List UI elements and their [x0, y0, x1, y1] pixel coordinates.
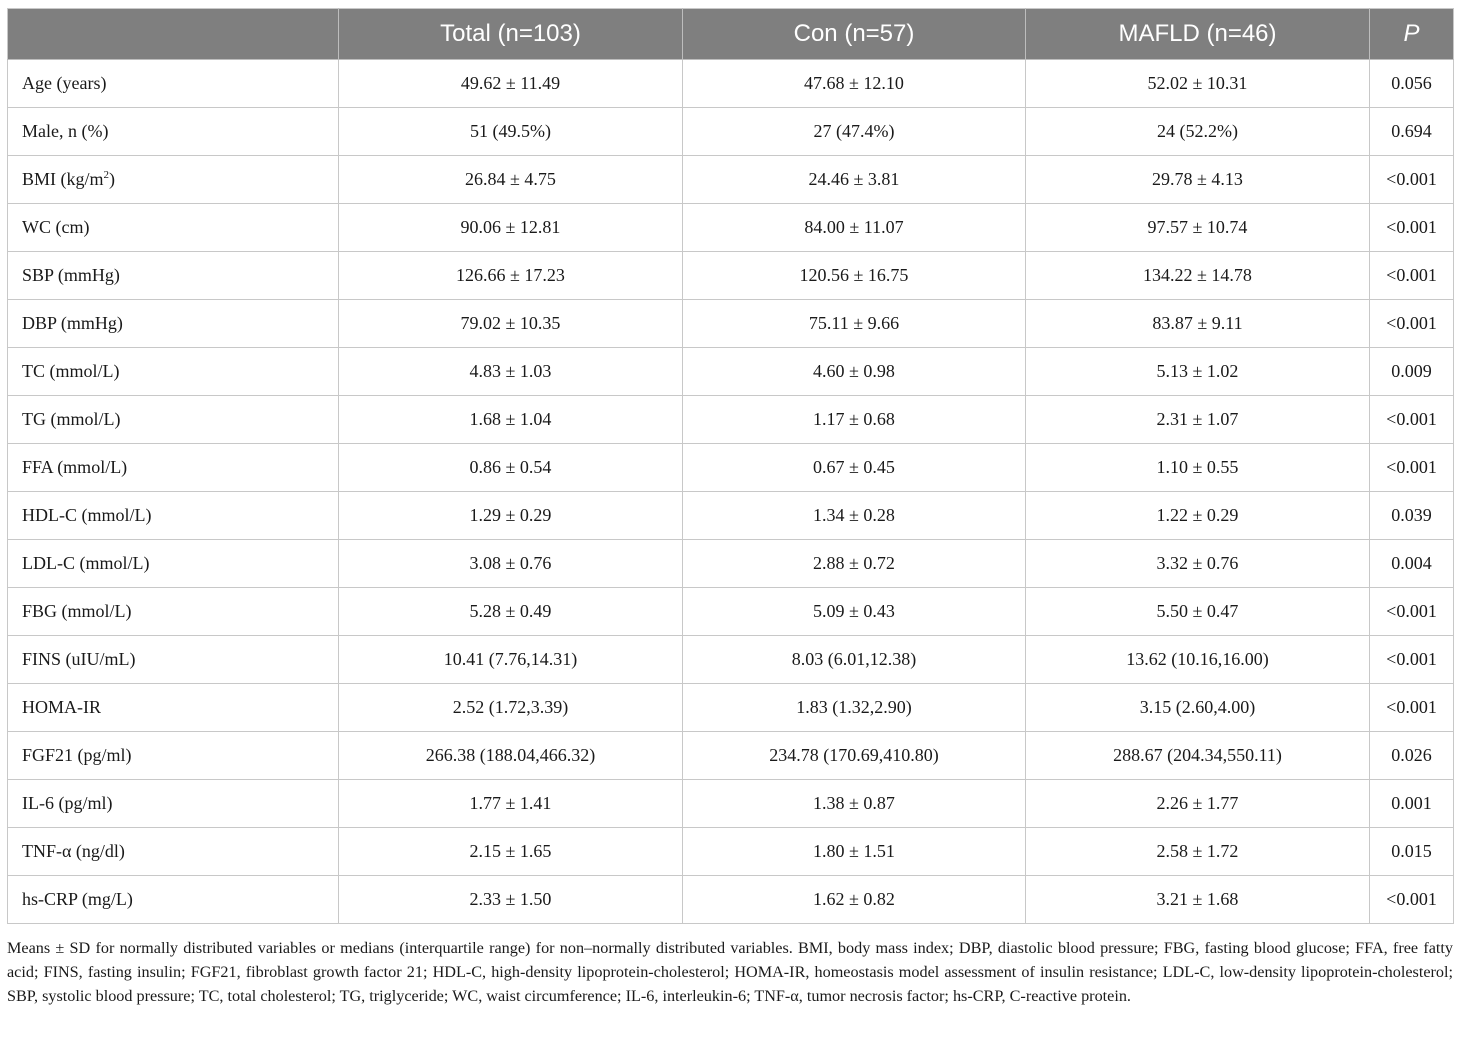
table-row [8, 636, 1454, 684]
cell-p-value: <0.001 [1370, 876, 1454, 924]
cell-variable: SBP (mmHg) [8, 252, 339, 300]
cell-mafld: 5.50 ± 0.47 [1026, 588, 1370, 636]
cell-variable: HDL-C (mmol/L) [8, 492, 339, 540]
cell-con: 4.60 ± 0.98 [683, 348, 1026, 396]
cell-total: 0.86 ± 0.54 [339, 444, 683, 492]
cell-p-value: <0.001 [1370, 588, 1454, 636]
table-row [8, 204, 1454, 252]
cell-p-value: <0.001 [1370, 684, 1454, 732]
cell-variable: BMI $(kg/m^2)$ [8, 156, 339, 204]
cell-variable: DBP (mmHg) [8, 300, 339, 348]
cell-mafld: 134.22 ± 14.78 [1026, 252, 1370, 300]
cell-total: 26.84 ± 4.75 [339, 156, 683, 204]
cell-mafld: 2.31 ± 1.07 [1026, 396, 1370, 444]
table-row [8, 60, 1454, 108]
baseline-characteristics-table-container [7, 8, 1453, 924]
table-header-row [8, 9, 1454, 60]
cell-mafld: 52.02 ± 10.31 [1026, 60, 1370, 108]
cell-mafld: 1.22 ± 0.29 [1026, 492, 1370, 540]
cell-con: 1.80 ± 1.51 [683, 828, 1026, 876]
table-row [8, 252, 1454, 300]
cell-variable: FGF21 (pg/ml) [8, 732, 339, 780]
table-row [8, 684, 1454, 732]
cell-variable: TC (mmol/L) [8, 348, 339, 396]
table-row [8, 828, 1454, 876]
table-row [8, 540, 1454, 588]
table-row [8, 492, 1454, 540]
cell-variable: FBG (mmol/L) [8, 588, 339, 636]
cell-variable: Age (years) [8, 60, 339, 108]
cell-p-value: 0.001 [1370, 780, 1454, 828]
cell-variable: TG (mmol/L) [8, 396, 339, 444]
cell-p-value: <0.001 [1370, 252, 1454, 300]
cell-variable: TNF-α (ng/dl) [8, 828, 339, 876]
cell-mafld: 3.21 ± 1.68 [1026, 876, 1370, 924]
cell-total: 126.66 ± 17.23 [339, 252, 683, 300]
header-mafld: MAFLD (n=46) [1026, 9, 1370, 60]
cell-total: 3.08 ± 0.76 [339, 540, 683, 588]
table-row [8, 780, 1454, 828]
cell-variable: WC (cm) [8, 204, 339, 252]
cell-mafld: 29.78 ± 4.13 [1026, 156, 1370, 204]
table-row [8, 108, 1454, 156]
cell-mafld: 1.10 ± 0.55 [1026, 444, 1370, 492]
cell-p-value: <0.001 [1370, 204, 1454, 252]
cell-variable: LDL-C (mmol/L) [8, 540, 339, 588]
cell-p-value: 0.694 [1370, 108, 1454, 156]
cell-con: 47.68 ± 12.10 [683, 60, 1026, 108]
cell-p-value: 0.039 [1370, 492, 1454, 540]
cell-total: 1.29 ± 0.29 [339, 492, 683, 540]
cell-p-value: 0.056 [1370, 60, 1454, 108]
cell-con: 8.03 (6.01,12.38) [683, 636, 1026, 684]
cell-con: 1.62 ± 0.82 [683, 876, 1026, 924]
table-row [8, 396, 1454, 444]
header-variable [8, 9, 339, 60]
table-row [8, 300, 1454, 348]
cell-mafld: 2.58 ± 1.72 [1026, 828, 1370, 876]
header-con: Con (n=57) [683, 9, 1026, 60]
cell-con: 2.88 ± 0.72 [683, 540, 1026, 588]
cell-mafld: 83.87 ± 9.11 [1026, 300, 1370, 348]
table-footnote: Means ± SD for normally distributed variables or medians (interquartile range) for non–normally distributed variables. BMI, body mass index; DBP, diastolic blood pressure; FBG, fasting blood glucose; FFA, free fatty acid; FINS, fasting insulin; FGF21, fibroblast growth factor 21; HDL-C, high-density lipoprotein-cholesterol; HOMA-IR, homeostasis model assessment of insulin resistance; LDL-C, low-density lipoprotein-cholesterol; SBP, systolic blood pressure; TC, total cholesterol; TG, triglyceride; WC, waist circumference; IL-6, interleukin-6; TNF-α, tumor necrosis factor; hs-CRP, C-reactive protein. [7, 939, 1453, 1005]
table-body [8, 60, 1454, 924]
cell-total: 51 (49.5%) [339, 108, 683, 156]
cell-variable: HOMA-IR [8, 684, 339, 732]
cell-mafld: 5.13 ± 1.02 [1026, 348, 1370, 396]
cell-variable: FFA (mmol/L) [8, 444, 339, 492]
header-p-value: P [1370, 9, 1454, 60]
cell-p-value: <0.001 [1370, 396, 1454, 444]
cell-p-value: 0.004 [1370, 540, 1454, 588]
cell-mafld: 2.26 ± 1.77 [1026, 780, 1370, 828]
cell-con: 1.34 ± 0.28 [683, 492, 1026, 540]
cell-mafld: 288.67 (204.34,550.11) [1026, 732, 1370, 780]
table-row [8, 444, 1454, 492]
cell-mafld: 3.32 ± 0.76 [1026, 540, 1370, 588]
cell-p-value: <0.001 [1370, 444, 1454, 492]
cell-mafld: 24 (52.2%) [1026, 108, 1370, 156]
cell-variable: Male, n (%) [8, 108, 339, 156]
cell-con: 5.09 ± 0.43 [683, 588, 1026, 636]
cell-total: 1.77 ± 1.41 [339, 780, 683, 828]
cell-mafld: 13.62 (10.16,16.00) [1026, 636, 1370, 684]
cell-p-value: 0.009 [1370, 348, 1454, 396]
table-row [8, 876, 1454, 924]
cell-total: 2.15 ± 1.65 [339, 828, 683, 876]
cell-p-value: <0.001 [1370, 300, 1454, 348]
cell-con: 84.00 ± 11.07 [683, 204, 1026, 252]
cell-con: 234.78 (170.69,410.80) [683, 732, 1026, 780]
cell-total: 1.68 ± 1.04 [339, 396, 683, 444]
cell-p-value: 0.015 [1370, 828, 1454, 876]
cell-variable: IL-6 (pg/ml) [8, 780, 339, 828]
header-total: Total (n=103) [339, 9, 683, 60]
cell-total: 49.62 ± 11.49 [339, 60, 683, 108]
cell-con: 24.46 ± 3.81 [683, 156, 1026, 204]
table-row [8, 156, 1454, 204]
cell-con: 1.17 ± 0.68 [683, 396, 1026, 444]
baseline-characteristics-table [7, 8, 1454, 924]
cell-con: 1.38 ± 0.87 [683, 780, 1026, 828]
cell-p-value: <0.001 [1370, 636, 1454, 684]
cell-con: 1.83 (1.32,2.90) [683, 684, 1026, 732]
cell-mafld: 97.57 ± 10.74 [1026, 204, 1370, 252]
cell-mafld: 3.15 (2.60,4.00) [1026, 684, 1370, 732]
cell-total: 79.02 ± 10.35 [339, 300, 683, 348]
cell-p-value: 0.026 [1370, 732, 1454, 780]
cell-variable: FINS (uIU/mL) [8, 636, 339, 684]
cell-total: 266.38 (188.04,466.32) [339, 732, 683, 780]
cell-con: 120.56 ± 16.75 [683, 252, 1026, 300]
cell-total: 10.41 (7.76,14.31) [339, 636, 683, 684]
cell-total: 5.28 ± 0.49 [339, 588, 683, 636]
cell-total: 90.06 ± 12.81 [339, 204, 683, 252]
table-row [8, 348, 1454, 396]
cell-total: 2.33 ± 1.50 [339, 876, 683, 924]
cell-con: 0.67 ± 0.45 [683, 444, 1026, 492]
cell-p-value: <0.001 [1370, 156, 1454, 204]
cell-con: 75.11 ± 9.66 [683, 300, 1026, 348]
cell-variable: hs-CRP (mg/L) [8, 876, 339, 924]
table-row [8, 588, 1454, 636]
cell-con: 27 (47.4%) [683, 108, 1026, 156]
table-row [8, 732, 1454, 780]
cell-total: 2.52 (1.72,3.39) [339, 684, 683, 732]
cell-total: 4.83 ± 1.03 [339, 348, 683, 396]
